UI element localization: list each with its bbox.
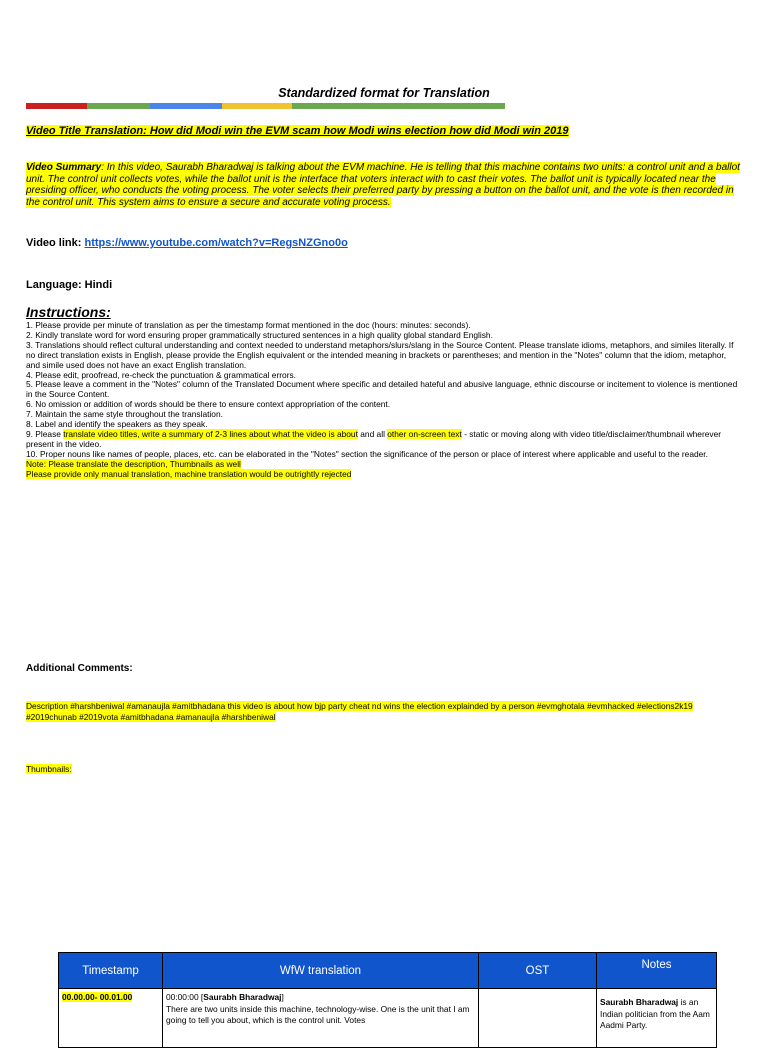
note-line [26,470,742,480]
timestamp-cell[interactable] [59,989,163,1048]
instruction-item: 1. Please provide per minute of translation as per the timestamp format mentioned in the doc (hours: minutes: seconds). [26,320,471,330]
video-link[interactable]: https://www.youtube.com/watch?v=RegsNZGno0o [84,237,348,249]
video-link-label: Video link: [26,237,85,249]
note-manual-translation: Please provide only manual translation, machine translation would be outrightly rejected [26,468,352,479]
color-segment-3 [150,103,222,109]
instruction-item: 8. Label and identify the speakers as they speak. [26,419,208,430]
table-row [59,989,717,1048]
wfw-speaker: Saurabh Bharadwaj [203,992,282,1002]
video-title-translation: Video Title Translation: How did Modi win the EVM scam how Modi wins election how did Modi win 2019 [26,125,569,137]
color-segment-4 [222,103,292,109]
instruction-item: 5. Please leave a comment in the "Notes" column of the Translated Document where specific and detailed hateful and abusive language, ethnic discourse or incitement to violence is mentioned in the Source Content. [26,379,738,400]
wfw-close: ] [281,992,284,1002]
header-notes: Notes [597,953,717,989]
header-timestamp: Timestamp [59,953,163,989]
description-text: Description #harshbeniwal #amanaujla #amitbhadana this video is about how bjp party cheat nd wins the election explainded by a person #evmghotala #evmhacked #elections2k19 #2019chunab #2019vota #amitbhadana #amanaujla #harshbeniwal [26,701,693,722]
instructions-list [26,321,742,480]
header-wfw-translation: WfW translation [163,953,479,989]
notes-text: is an Indian politician from the Aam Aadmi Party. [600,997,710,1030]
instruction-item [26,430,742,450]
instruction9-highlight-1: translate video titles, write a summary of 2-3 lines about what the video is about [63,428,358,439]
instruction9-pre: 9. Please [26,428,64,439]
wfw-speaker-line [166,992,475,1004]
instruction-item: 4. Please edit, proofread, re-check the punctuation & grammatical errors. [26,369,296,380]
video-summary-label: Video Summary [26,162,102,173]
header-ost: OST [479,953,597,989]
additional-comments-heading: Additional Comments: [26,663,133,674]
color-segment-1 [26,103,87,109]
note-translate-description: Note: Please translate the description, Thumbnails as well [26,458,241,469]
instructions-heading: Instructions: [26,304,111,320]
color-segment-5 [292,103,505,109]
instruction-item: 6. No omission or addition of words should be there to ensure context appropriation of the content. [26,399,391,410]
timestamp-value: 00.00.00- 00.01.00 [62,992,133,1002]
table-header-row [59,953,717,989]
description-block [26,701,742,722]
thumbnails-block [26,764,72,774]
instruction9-mid: and all [357,428,388,439]
document-title: Standardized format for Translation [278,86,490,100]
ost-cell[interactable] [479,989,597,1048]
color-divider-bar [26,103,505,109]
instruction-item: 2. Kindly translate word for word ensuring proper grammatically structured sentences in a high quality global standard English. [26,329,493,340]
thumbnails-label: Thumbnails: [26,764,72,774]
wfw-translation-cell[interactable] [163,989,479,1048]
video-summary [26,162,744,208]
instruction-item: 3. Translations should reflect cultural understanding and context needed to understand metaphors/slurs/slang in the Source Content. Please translate idioms, metaphors, and similes literally. If no direct translation exists in English, please provide the English equivalent or the intended meaning in brackets or parentheses; and mention in the "Notes" column that the idiom, metaphor, and simile used does not have an exact English translation. [26,339,734,370]
instruction9-highlight-2: other on-screen text [387,428,462,439]
video-link-line [26,237,348,249]
wfw-time: 00:00:00 [ [166,992,204,1002]
instruction-item: 7. Maintain the same style throughout the translation. [26,409,223,420]
wfw-text: There are two units inside this machine, technology-wise. One is the unit that I am going to tell you about, which is the control unit. Votes [166,1003,470,1025]
instruction-item: 10. Proper nouns like names of people, places, etc. can be elaborated in the "Notes" section the significance of the person or place of interest where applicable and useful to the reader. [26,448,708,459]
instruction9-post: - static or moving along with video title/disclaimer/thumbnail wherever present in the video. [26,428,722,449]
translation-table [58,952,717,1048]
color-segment-2 [87,103,150,109]
notes-speaker-name: Saurabh Bharadwaj [600,997,679,1007]
video-summary-text: : In this video, Saurabh Bharadwaj is talking about the EVM machine. He is telling that this machine contains two units: a control unit and a ballot unit. The control unit collects votes, while the ballot unit is the interface that voters interact with to cast their votes. The ballot unit is typically located near the presiding officer, who conducts the voting process. The voter selects their preferred party by pressing a button on the ballot unit, and the vote is then recorded in the control unit. This system aims to ensure a secure and accurate voting process. [26,162,740,208]
notes-cell[interactable] [597,989,717,1048]
language-line: Language: Hindi [26,279,113,291]
